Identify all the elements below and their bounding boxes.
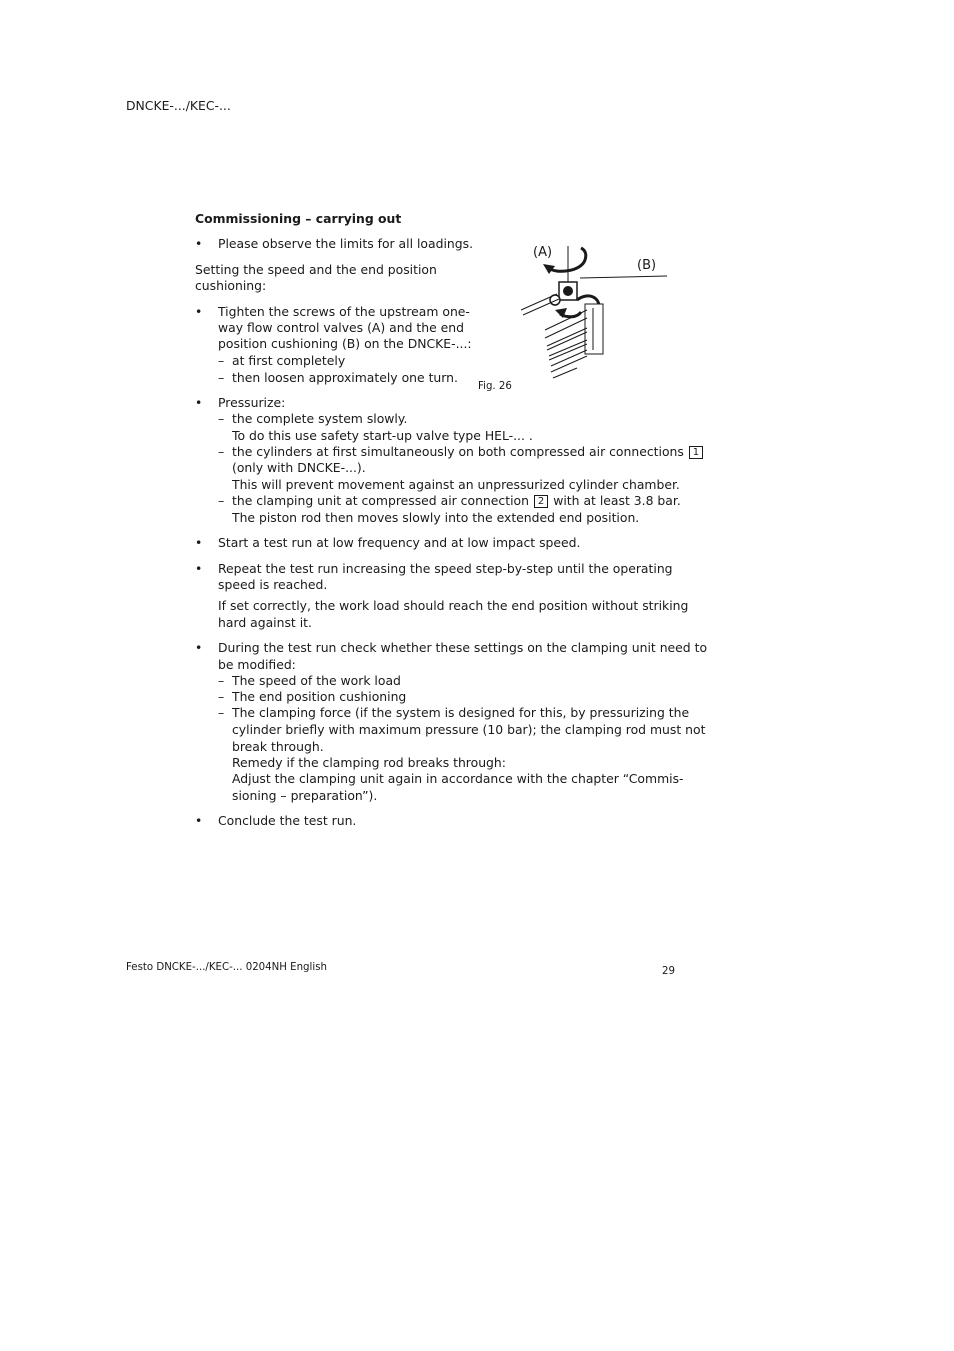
footer-document-id: Festo DNCKE-.../KEC-... 0204NH English	[126, 962, 327, 973]
pressurize-sub3-text: the clamping unit at compressed air connection	[232, 493, 529, 508]
check-sub2: The end position cushioning	[232, 689, 407, 704]
observe-limits-text: Please observe the limits for all loadings.	[218, 236, 474, 251]
dash-symbol: –	[218, 444, 225, 459]
pressurize-sub2-text: the cylinders at first simultaneously on both compressed air connections	[232, 444, 684, 459]
repeat-note-line1: If set correctly, the work load should reach the end position without striking	[218, 598, 689, 613]
tighten-line3: position cushioning (B) on the DNCKE-...:	[218, 336, 472, 351]
connection-ref-1: 1	[689, 446, 703, 459]
pressurize-sub3-line2: The piston rod then moves slowly into the extended end position.	[232, 510, 640, 525]
dash-symbol: –	[218, 411, 225, 426]
bullet-symbol: •	[195, 640, 203, 655]
conclude-text: Conclude the test run.	[218, 813, 357, 828]
tighten-line2: way flow control valves (A) and the end	[218, 320, 465, 335]
repeat-line1: Repeat the test run increasing the speed step-by-step until the operating	[218, 561, 673, 576]
check-sub3-line3: break through.	[232, 739, 324, 754]
pressurize-sub2-line2: (only with DNCKE-...).	[232, 460, 366, 475]
dash-symbol: –	[218, 353, 225, 368]
page-number: 29	[662, 966, 675, 977]
bullet-symbol: •	[195, 236, 203, 251]
speed-setting-line1: Setting the speed and the end position	[195, 262, 437, 277]
section-title: Commissioning – carrying out	[195, 211, 402, 226]
check-line1: During the test run check whether these settings on the clamping unit need to	[218, 640, 708, 655]
pressurize-sub3-post: with at least 3.8 bar.	[553, 493, 681, 508]
bullet-symbol: •	[195, 561, 203, 576]
bullet-symbol: •	[195, 304, 203, 319]
check-sub1: The speed of the work load	[232, 673, 401, 688]
check-sub3-line5: Adjust the clamping unit again in accordance with the chapter “Commis-	[232, 771, 684, 786]
tighten-sub1: at first completely	[232, 353, 346, 368]
dash-symbol: –	[218, 689, 225, 704]
pressurize-sub1-line2: To do this use safety start-up valve type HEL-... .	[232, 428, 533, 443]
pressurize-title: Pressurize:	[218, 395, 286, 410]
dash-symbol: –	[218, 370, 225, 385]
repeat-note-line2: hard against it.	[218, 615, 312, 630]
test-run-text: Start a test run at low frequency and at low impact speed.	[218, 535, 581, 550]
pressurize-sub2-line3: This will prevent movement against an unpressurized cylinder chamber.	[232, 477, 680, 492]
tighten-sub2: then loosen approximately one turn.	[232, 370, 458, 385]
repeat-line2: speed is reached.	[218, 577, 328, 592]
speed-setting-line2: cushioning:	[195, 278, 267, 293]
check-line2: be modified:	[218, 657, 296, 672]
dash-symbol: –	[218, 493, 225, 508]
bullet-symbol: •	[195, 535, 203, 550]
pressurize-sub1-line1: the complete system slowly.	[232, 411, 408, 426]
check-sub3-line1: The clamping force (if the system is designed for this, by pressurizing the	[232, 705, 690, 720]
figure-label-b: (B)	[637, 258, 657, 273]
dash-symbol: –	[218, 673, 225, 688]
pressurize-sub2-line1	[232, 444, 704, 461]
connection-ref-2: 2	[534, 495, 548, 508]
pressurize-sub3-line1	[232, 493, 681, 510]
figure-valve-diagram	[515, 238, 675, 383]
running-header: DNCKE-.../KEC-...	[126, 98, 231, 113]
figure-label-a: (A)	[533, 245, 553, 260]
figure-caption: Fig. 26	[478, 381, 512, 392]
bullet-symbol: •	[195, 395, 203, 410]
check-sub3-line2: cylinder briefly with maximum pressure (10 bar); the clamping rod must not	[232, 722, 706, 737]
tighten-line1: Tighten the screws of the upstream one-	[218, 304, 470, 319]
bullet-symbol: •	[195, 813, 203, 828]
check-sub3-line6: sioning – preparation”).	[232, 788, 378, 803]
dash-symbol: –	[218, 705, 225, 720]
check-sub3-line4: Remedy if the clamping rod breaks through:	[232, 755, 506, 770]
